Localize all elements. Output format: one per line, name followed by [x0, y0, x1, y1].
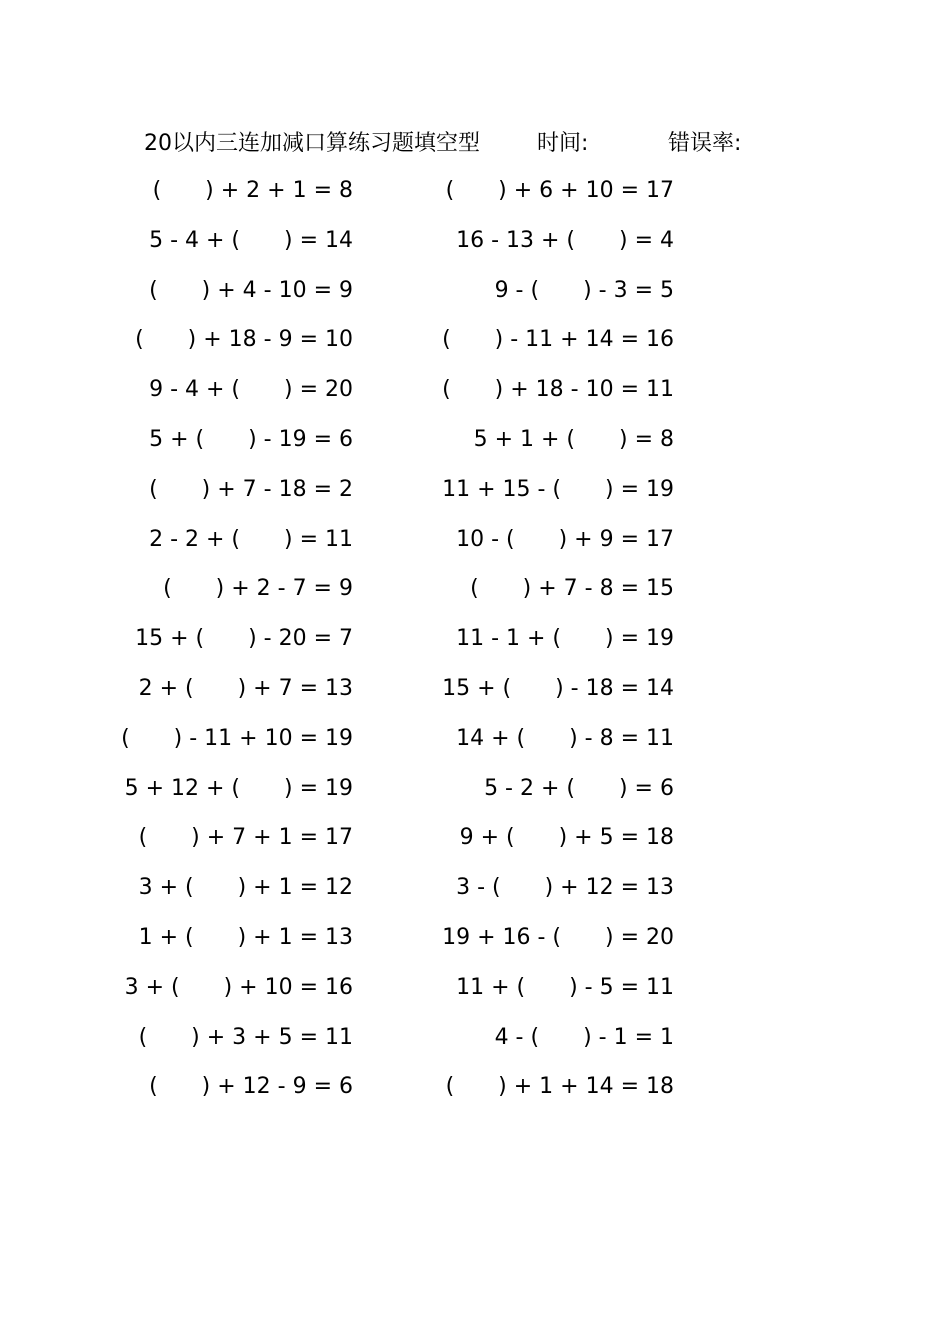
problem-right: 15 + ( ) - 18 = 14 — [442, 675, 674, 701]
problem-right: 9 + ( ) + 5 = 18 — [459, 825, 674, 851]
problem-row — [0, 522, 950, 572]
problem-row — [0, 472, 950, 522]
problem-row — [0, 571, 950, 621]
problem-right: 5 + 1 + ( ) = 8 — [473, 426, 674, 452]
problem-left: 3 + ( ) + 10 = 16 — [124, 974, 353, 1000]
problem-right: 14 + ( ) - 8 = 11 — [456, 725, 674, 751]
problem-left: ( ) + 12 - 9 = 6 — [149, 1074, 353, 1100]
problem-left: 2 + ( ) + 7 = 13 — [138, 675, 353, 701]
problem-row — [0, 820, 950, 870]
error-rate-label: 错误率: — [668, 131, 742, 156]
problem-row — [0, 322, 950, 372]
problem-row — [0, 273, 950, 323]
problem-left: 5 - 4 + ( ) = 14 — [149, 227, 353, 253]
problem-right: 11 + 15 - ( ) = 19 — [442, 476, 674, 502]
problem-row — [0, 372, 950, 422]
problem-right: 3 - ( ) + 12 = 13 — [456, 875, 674, 901]
problem-right: 9 - ( ) - 3 = 5 — [494, 277, 674, 303]
problem-list — [0, 173, 950, 1119]
problem-right: ( ) + 1 + 14 = 18 — [445, 1074, 674, 1100]
problem-left: ( ) + 7 + 1 = 17 — [138, 825, 353, 851]
problem-row — [0, 223, 950, 273]
problem-left: 2 - 2 + ( ) = 11 — [149, 526, 353, 552]
problem-left: 5 + ( ) - 19 = 6 — [149, 426, 353, 452]
problem-left: ( ) + 2 - 7 = 9 — [163, 576, 353, 602]
problem-right: ( ) + 6 + 10 = 17 — [445, 178, 674, 203]
problem-row — [0, 671, 950, 721]
problem-row — [0, 1069, 950, 1119]
problem-row — [0, 1020, 950, 1070]
problem-left: 9 - 4 + ( ) = 20 — [149, 377, 353, 403]
problem-row — [0, 920, 950, 970]
problem-right: 11 + ( ) - 5 = 11 — [456, 974, 674, 1000]
problem-right: 4 - ( ) - 1 = 1 — [494, 1024, 674, 1050]
problem-row — [0, 771, 950, 821]
problem-left: 15 + ( ) - 20 = 7 — [135, 626, 353, 652]
problem-right: ( ) + 18 - 10 = 11 — [442, 377, 674, 403]
problem-right: ( ) + 7 - 8 = 15 — [470, 576, 674, 602]
problem-left: ( ) + 4 - 10 = 9 — [149, 277, 353, 303]
problem-right: 10 - ( ) + 9 = 17 — [456, 526, 674, 552]
problem-left: ( ) - 11 + 10 = 19 — [121, 725, 353, 751]
problem-left: 5 + 12 + ( ) = 19 — [124, 775, 353, 801]
problem-right: ( ) - 11 + 14 = 16 — [442, 327, 674, 353]
problem-right: 19 + 16 - ( ) = 20 — [442, 924, 674, 950]
problem-left: ( ) + 3 + 5 = 11 — [138, 1024, 353, 1050]
problem-row — [0, 621, 950, 671]
time-label: 时间: — [537, 131, 589, 156]
problem-row — [0, 422, 950, 472]
worksheet-header — [0, 126, 950, 160]
problem-left: ( ) + 2 + 1 = 8 — [152, 178, 353, 203]
worksheet-title: 20以内三连加减口算练习题填空型 — [144, 131, 480, 156]
problem-left: ( ) + 18 - 9 = 10 — [135, 327, 353, 353]
problem-left: ( ) + 7 - 18 = 2 — [149, 476, 353, 502]
problem-left: 3 + ( ) + 1 = 12 — [138, 875, 353, 901]
problem-row — [0, 970, 950, 1020]
problem-row — [0, 173, 950, 223]
problem-right: 16 - 13 + ( ) = 4 — [456, 227, 674, 253]
problem-left: 1 + ( ) + 1 = 13 — [138, 924, 353, 950]
problem-right: 5 - 2 + ( ) = 6 — [484, 775, 674, 801]
problem-right: 11 - 1 + ( ) = 19 — [456, 626, 674, 652]
problem-row — [0, 721, 950, 771]
problem-row — [0, 870, 950, 920]
